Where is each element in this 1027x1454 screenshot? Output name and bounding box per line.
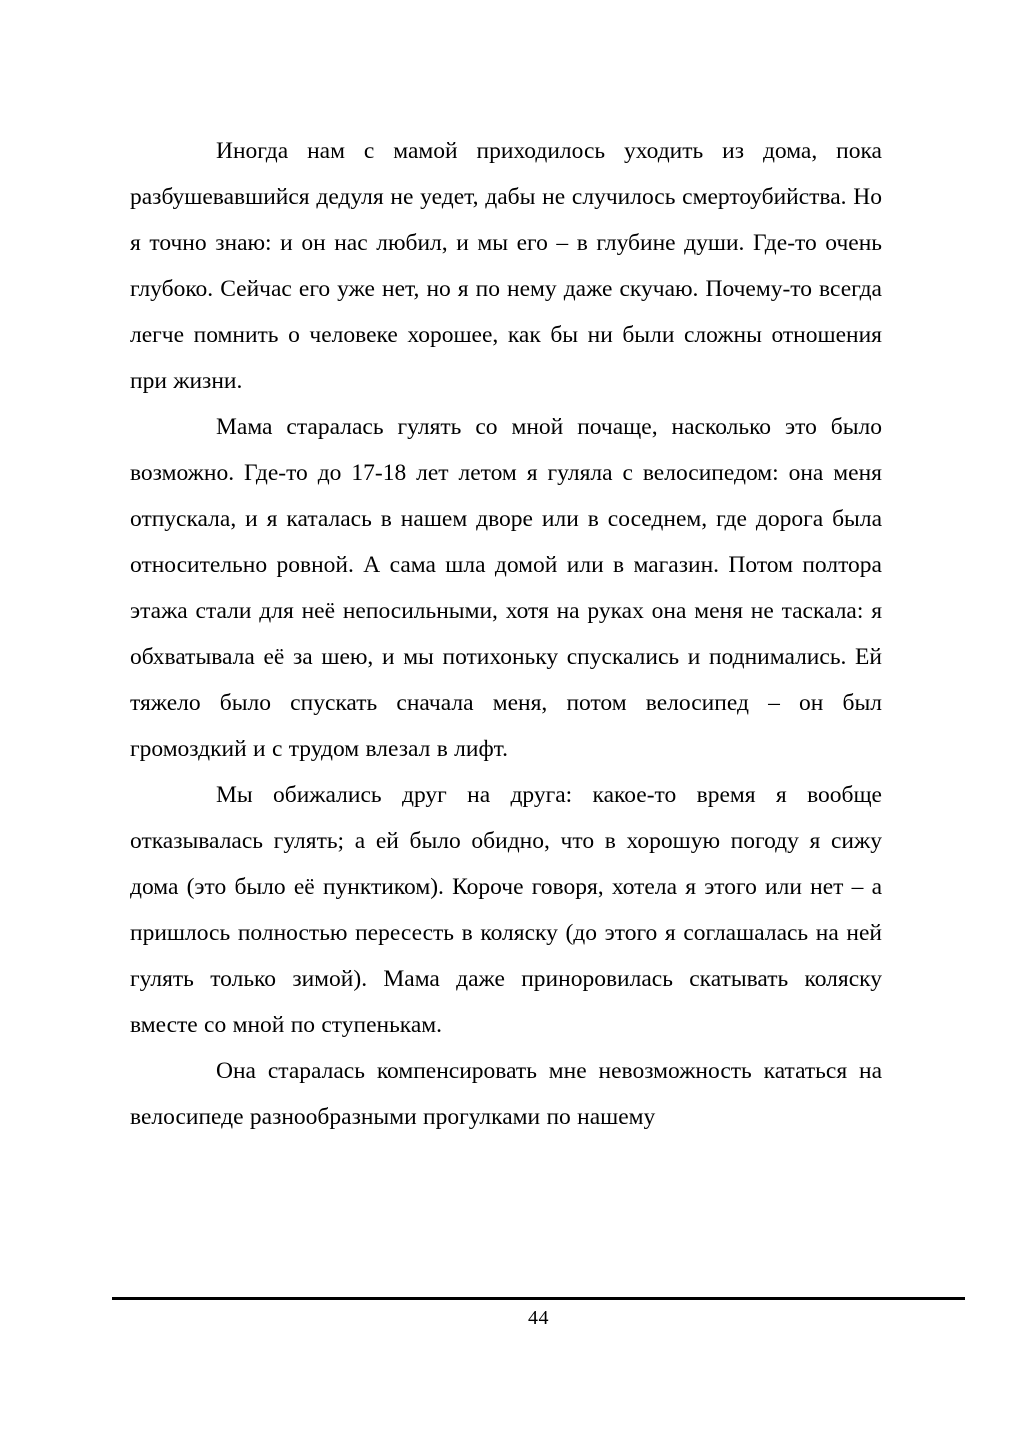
page-footer <box>112 1297 965 1330</box>
body-paragraph: Она старалась компенсировать мне невозможность кататься на велосипеде разнообразными прогулками по нашему <box>130 1058 882 1130</box>
page-text-body <box>130 128 882 1140</box>
page-number: 44 <box>528 1307 549 1329</box>
body-paragraph: Иногда нам с мамой приходилось уходить из дома, пока разбушевавшийся дедуля не уедет, дабы не случилось смертоубийства. Но я точно знаю: и он нас любил, и мы его – в глубине души. Где-то очень глубоко. Сейчас его уже нет, но я по нему даже скучаю. Почему-то всегда легче помнить о человеке хорошее, как бы ни были сложны отношения при жизни. <box>130 138 882 394</box>
body-paragraph: Мы обижались друг на друга: какое-то время я вообще отказывалась гулять; а ей было обидно, что в хорошую погоду я сижу дома (это было её пунктиком). Короче говоря, хотела я этого или нет – а пришлось полностью пересесть в коляску (до этого я соглашалась на ней гулять только зимой). Мама даже приноровилась скатывать коляску вместе со мной по ступенькам. <box>130 782 882 1038</box>
body-paragraph: Мама старалась гулять со мной почаще, насколько это было возможно. Где-то до 17-18 лет летом я гуляла с велосипедом: она меня отпускала, и я каталась в нашем дворе или в соседнем, где дорога была относительно ровной. А сама шла домой или в магазин. Потом полтора этажа стали для неё непосильными, хотя на руках она меня не таскала: я обхватывала её за шею, и мы потихоньку спускались и поднимались. Ей тяжело было спускать сначала меня, потом велосипед – он был громоздкий и с трудом влезал в лифт. <box>130 414 882 762</box>
